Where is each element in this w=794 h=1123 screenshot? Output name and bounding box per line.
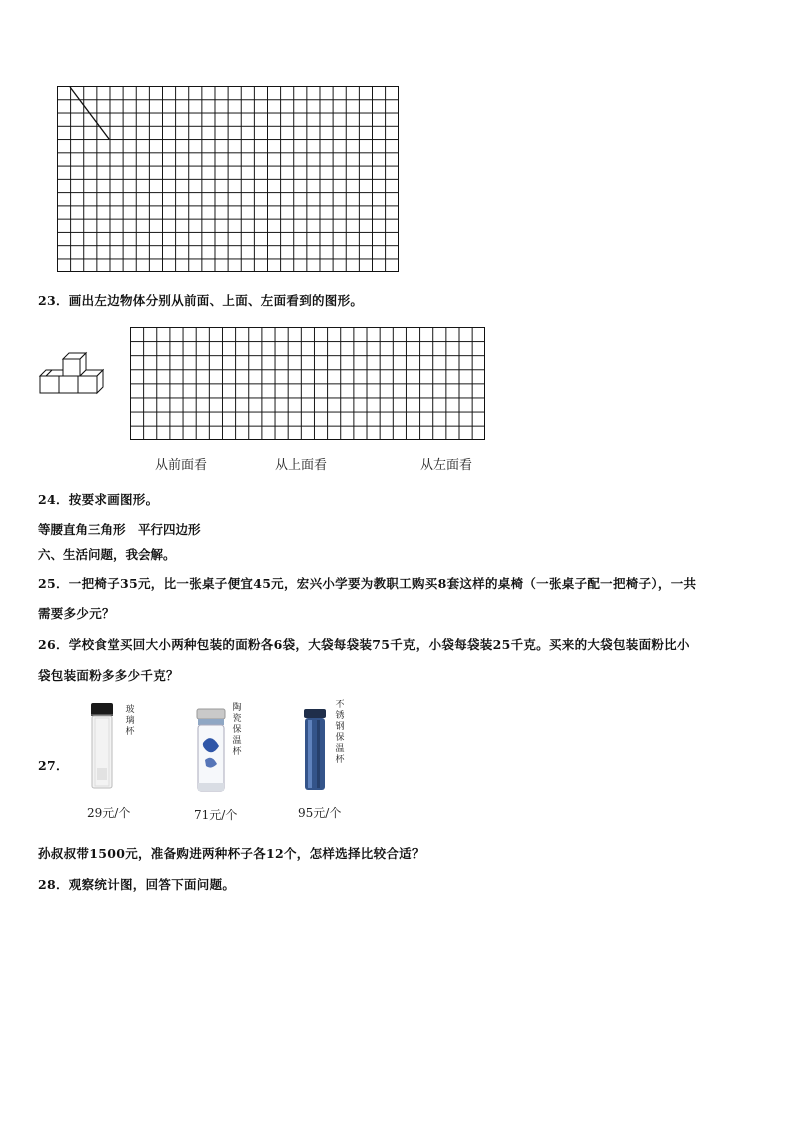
question-23: 23．画出左边物体分别从前面、上面、左面看到的图形。: [38, 293, 364, 308]
ceramic-cup-price: 71元/个: [194, 808, 238, 822]
ceramic-cup-image: [194, 708, 228, 794]
glass-cup-label: 玻璃杯: [125, 705, 135, 737]
diagonal-line: [57, 86, 117, 146]
cubes-figure: [38, 350, 104, 402]
drawing-grid-q23: [130, 327, 485, 440]
steel-cup-label: 不锈钢保温杯: [335, 700, 345, 765]
question-27-number: 27．: [38, 758, 69, 773]
section-6-title: 六、生活问题，我会解。: [38, 547, 176, 562]
question-25-line1: 25．一把椅子35元，比一张桌子便宜45元，宏兴小学要为教职工购买8套这样的桌椅（一张桌子配一把椅子），一共: [38, 576, 697, 591]
question-24-shapes: 等腰直角三角形 平行四边形: [38, 522, 201, 537]
view-label-left: 从左面看: [420, 458, 473, 473]
glass-cup-price: 29元/个: [87, 806, 131, 820]
question-24: 24．按要求画图形。: [38, 492, 159, 507]
ceramic-cup-label: 陶瓷保温杯: [232, 703, 242, 757]
drawing-grid-top: [57, 86, 399, 272]
steel-cup-image: [302, 708, 328, 792]
view-label-front: 从前面看: [155, 458, 208, 473]
question-26-line1: 26．学校食堂买回大小两种包装的面粉各6袋，大袋每袋装75千克，小袋每袋装25千克。买来的大袋包装面粉比小: [38, 637, 690, 652]
question-25-line2: 需要多少元？: [38, 606, 115, 621]
question-28: 28．观察统计图，回答下面问题。: [38, 877, 236, 892]
glass-cup-image: [88, 702, 116, 790]
view-label-top: 从上面看: [275, 458, 328, 473]
question-27-text: 孙叔叔带1500元，准备购进两种杯子各12个，怎样选择比较合适？: [38, 846, 425, 861]
question-26-line2: 袋包装面粉多多少千克？: [38, 668, 179, 683]
steel-cup-price: 95元/个: [298, 806, 342, 820]
